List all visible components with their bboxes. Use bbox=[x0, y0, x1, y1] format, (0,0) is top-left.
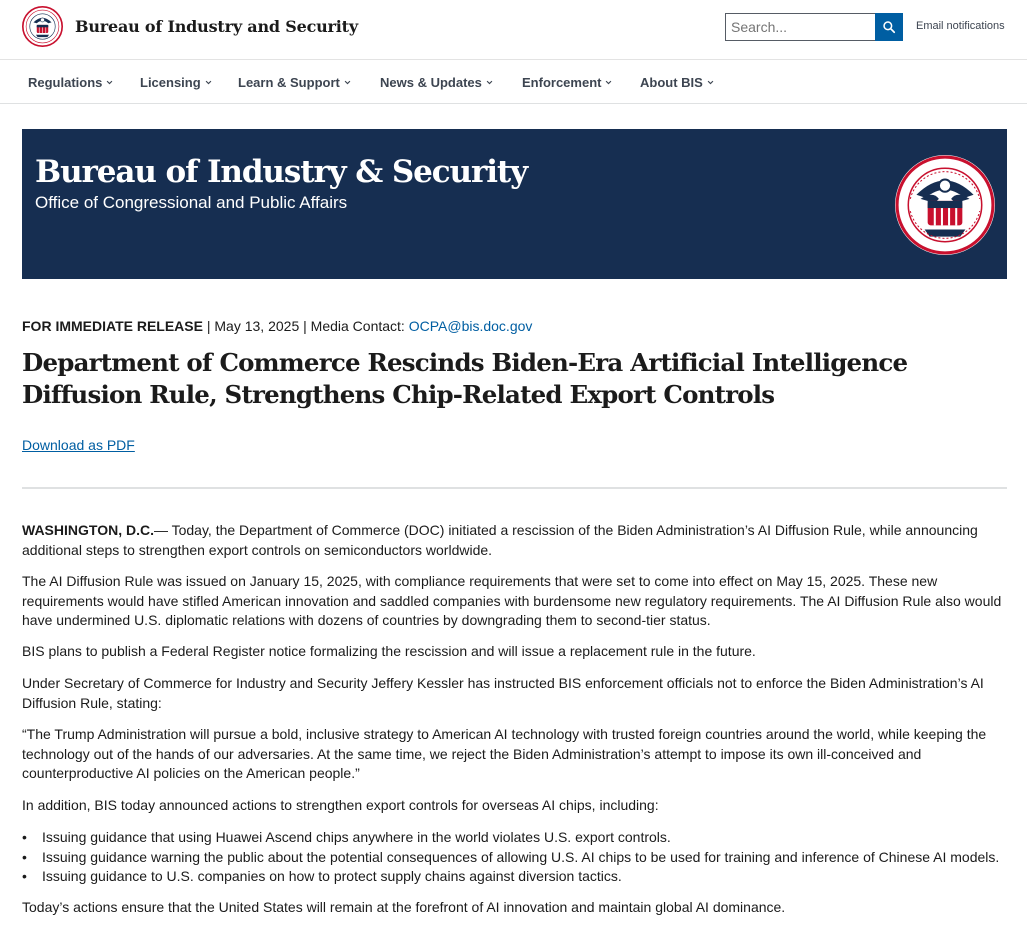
banner-title: Bureau of Industry & Security bbox=[35, 154, 528, 190]
nav-item-about-bis[interactable] bbox=[640, 61, 714, 103]
search-icon bbox=[882, 20, 896, 34]
nav-item-label: Licensing bbox=[140, 74, 201, 90]
hero-banner bbox=[22, 129, 1007, 279]
closing-paragraph: Today’s actions ensure that the United States will remain at the forefront of AI innovation and maintain global AI dominance. bbox=[22, 899, 786, 915]
list-item: • Issuing guidance that using Huawei Ascend chips anywhere in the world violates U.S. export controls. bbox=[22, 828, 1007, 848]
body-paragraph: BIS plans to publish a Federal Register notice formalizing the rescission and will issue a replacement rule in the future. bbox=[22, 643, 756, 659]
chevron-down-icon bbox=[486, 79, 493, 86]
release-info bbox=[22, 318, 532, 334]
nav-item-label: Regulations bbox=[28, 74, 103, 90]
chevron-down-icon bbox=[344, 79, 351, 86]
nav-item-learn-support[interactable] bbox=[238, 61, 351, 103]
release-label: FOR IMMEDIATE RELEASE bbox=[22, 318, 203, 334]
list-item: • Issuing guidance warning the public about the potential consequences of allowing U.S. AI chips to be used for training and inference of Chinese AI models. bbox=[22, 848, 1007, 868]
separator: | bbox=[299, 318, 311, 334]
dateline: WASHINGTON, D.C. bbox=[22, 522, 154, 538]
banner-subtitle: Office of Congressional and Public Affairs bbox=[35, 193, 348, 212]
site-name[interactable]: Bureau of Industry and Security bbox=[75, 17, 358, 36]
chevron-down-icon bbox=[605, 79, 612, 86]
nav-item-label: About BIS bbox=[640, 74, 703, 90]
doc-seal-icon bbox=[894, 154, 996, 256]
nav-item-news-updates[interactable] bbox=[380, 61, 493, 103]
lead-paragraph bbox=[22, 521, 1007, 560]
chevron-down-icon bbox=[205, 79, 212, 86]
body-paragraph: The AI Diffusion Rule was issued on January 15, 2025, with compliance requirements that were set to come into effect on May 15, 2025. These new requirements would have stifled American innovation and saddled companies with burdensome new regulatory requirements. The AI Diffusion Rule also would have undermined U.S. diplomatic relations with dozens of countries by downgrading them to second-tier status. bbox=[22, 573, 1002, 628]
main-nav bbox=[0, 61, 1027, 104]
list-item: • Issuing guidance to U.S. companies on how to protect supply chains against diversion tactics. bbox=[22, 867, 1007, 887]
search-input[interactable] bbox=[725, 13, 876, 41]
quote-paragraph: “The Trump Administration will pursue a bold, inclusive strategy to American AI technology with trusted foreign countries around the world, while keeping the technology out of the hands of our adversaries. At the same time, we reject the Biden Administration’s attempt to impose its own ill-conceived and counterproductive AI policies on the American people.” bbox=[22, 726, 987, 781]
chevron-down-icon bbox=[707, 79, 714, 86]
separator: | bbox=[202, 318, 215, 334]
doc-seal-icon[interactable] bbox=[22, 6, 63, 47]
site-header bbox=[0, 0, 1027, 60]
body-paragraph: Under Secretary of Commerce for Industry and Security Jeffery Kessler has instructed BIS enforcement officials not to enforce the Biden Administration’s AI Diffusion Rule, stating: bbox=[22, 675, 984, 711]
download-pdf-link[interactable]: Download as PDF bbox=[22, 437, 135, 453]
nav-item-label: News & Updates bbox=[380, 74, 482, 90]
chevron-down-icon bbox=[106, 79, 113, 86]
nav-item-licensing[interactable] bbox=[140, 61, 212, 103]
nav-item-enforcement[interactable] bbox=[522, 61, 612, 103]
body-paragraph: In addition, BIS today announced actions to strengthen export controls for overseas AI chips, including: bbox=[22, 797, 659, 813]
nav-item-regulations[interactable] bbox=[28, 61, 113, 103]
article-headline: Department of Commerce Rescinds Biden-Era Artificial Intelligence Diffusion Rule, Strengthens Chip-Related Export Controls bbox=[22, 348, 908, 409]
lead-text: — Today, the Department of Commerce (DOC) initiated a rescission of the Biden Administration’s AI Diffusion Rule, while announcing additional steps to strengthen export controls on semiconductors worldwide. bbox=[22, 522, 978, 558]
media-contact-email-link[interactable]: OCPA@bis.doc.gov bbox=[408, 318, 533, 334]
release-date: May 13, 2025 bbox=[214, 318, 300, 334]
email-notifications-link[interactable]: Email notifications bbox=[916, 20, 1005, 32]
search-button[interactable] bbox=[875, 13, 903, 41]
nav-item-label: Enforcement bbox=[522, 74, 602, 90]
actions-list bbox=[22, 828, 1007, 887]
divider bbox=[22, 487, 1007, 489]
nav-item-label: Learn & Support bbox=[238, 74, 340, 90]
media-contact-label: Media Contact: bbox=[310, 318, 409, 334]
